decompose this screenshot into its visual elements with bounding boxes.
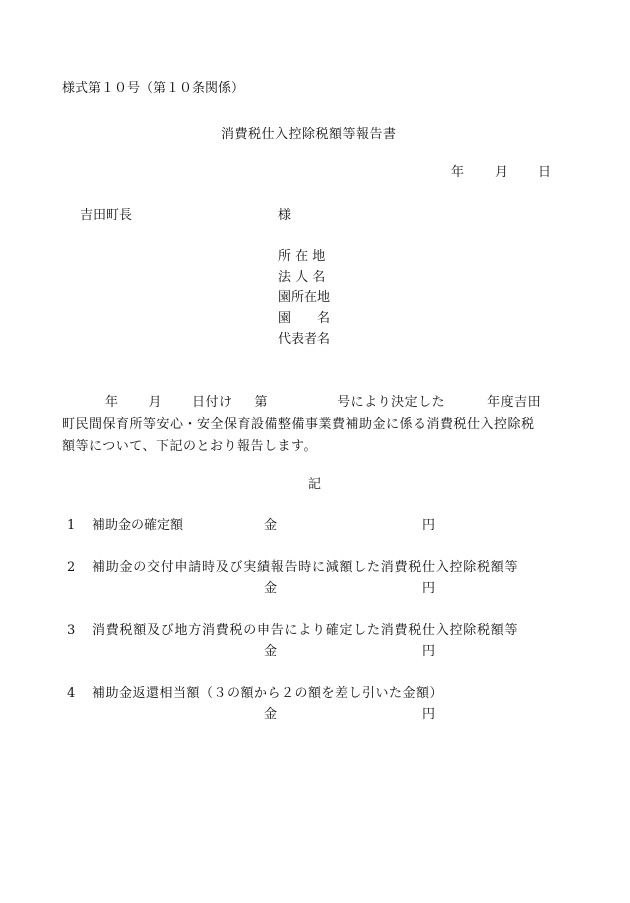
body-paragraph bbox=[62, 392, 572, 458]
form-number: 様式第１０号（第１０条関係） bbox=[62, 81, 245, 96]
item-3-label: 消費税額及び地方消費税の申告により確定した消費税仕入控除税額等 bbox=[92, 623, 519, 638]
item-1-label: 補助金の確定額 bbox=[92, 518, 184, 533]
field-representative: 代表者名 bbox=[278, 332, 331, 347]
addressee-name: 吉田町長 bbox=[80, 208, 133, 223]
item-2-label: 補助金の交付申請時及び実績報告時に減額した消費税仕入控除税額等 bbox=[92, 560, 519, 575]
item-3-number: 3 bbox=[67, 623, 76, 638]
item-1-kin: 金 bbox=[264, 518, 278, 533]
document-title: 消費税仕入控除税額等報告書 bbox=[221, 127, 397, 142]
field-facility-address: 園所在地 bbox=[278, 290, 331, 305]
body-decided: 号により決定した bbox=[337, 395, 446, 410]
body-line-1 bbox=[62, 392, 572, 414]
item-4-kin: 金 bbox=[264, 707, 278, 722]
body-line-3: 額等について、下記のとおり報告します。 bbox=[62, 439, 317, 454]
item-4-number: 4 bbox=[67, 686, 76, 701]
date-month: 月 bbox=[495, 165, 509, 180]
item-2-en: 円 bbox=[422, 581, 436, 596]
body-month: 月 bbox=[148, 395, 163, 410]
date-day: 日 bbox=[538, 165, 552, 180]
addressee-honorific: 様 bbox=[278, 208, 292, 223]
item-4-label: 補助金返還相当額（３の額から２の額を差し引いた金額） bbox=[92, 686, 444, 701]
item-1-en: 円 bbox=[422, 518, 436, 533]
body-year: 年 bbox=[105, 395, 119, 410]
item-1-number: 1 bbox=[67, 518, 76, 533]
ki-heading: 記 bbox=[308, 477, 322, 492]
body-dated: 日付け bbox=[192, 395, 233, 410]
field-facility-name: 園 名 bbox=[278, 311, 331, 326]
item-3-en: 円 bbox=[422, 644, 436, 659]
body-fiscal-year: 年度吉田 bbox=[487, 395, 542, 410]
item-2-number: 2 bbox=[67, 560, 76, 575]
date-year: 年 bbox=[451, 165, 465, 180]
body-dai: 第 bbox=[254, 395, 269, 410]
field-address: 所 在 地 bbox=[278, 249, 326, 264]
item-3-kin: 金 bbox=[264, 644, 278, 659]
field-corporation-name: 法 人 名 bbox=[278, 270, 326, 285]
item-4-en: 円 bbox=[422, 707, 436, 722]
item-2-kin: 金 bbox=[264, 581, 278, 596]
body-line-2: 町民間保育所等安心・安全保育設備整備事業費補助金に係る消費税仕入控除税 bbox=[62, 417, 535, 432]
